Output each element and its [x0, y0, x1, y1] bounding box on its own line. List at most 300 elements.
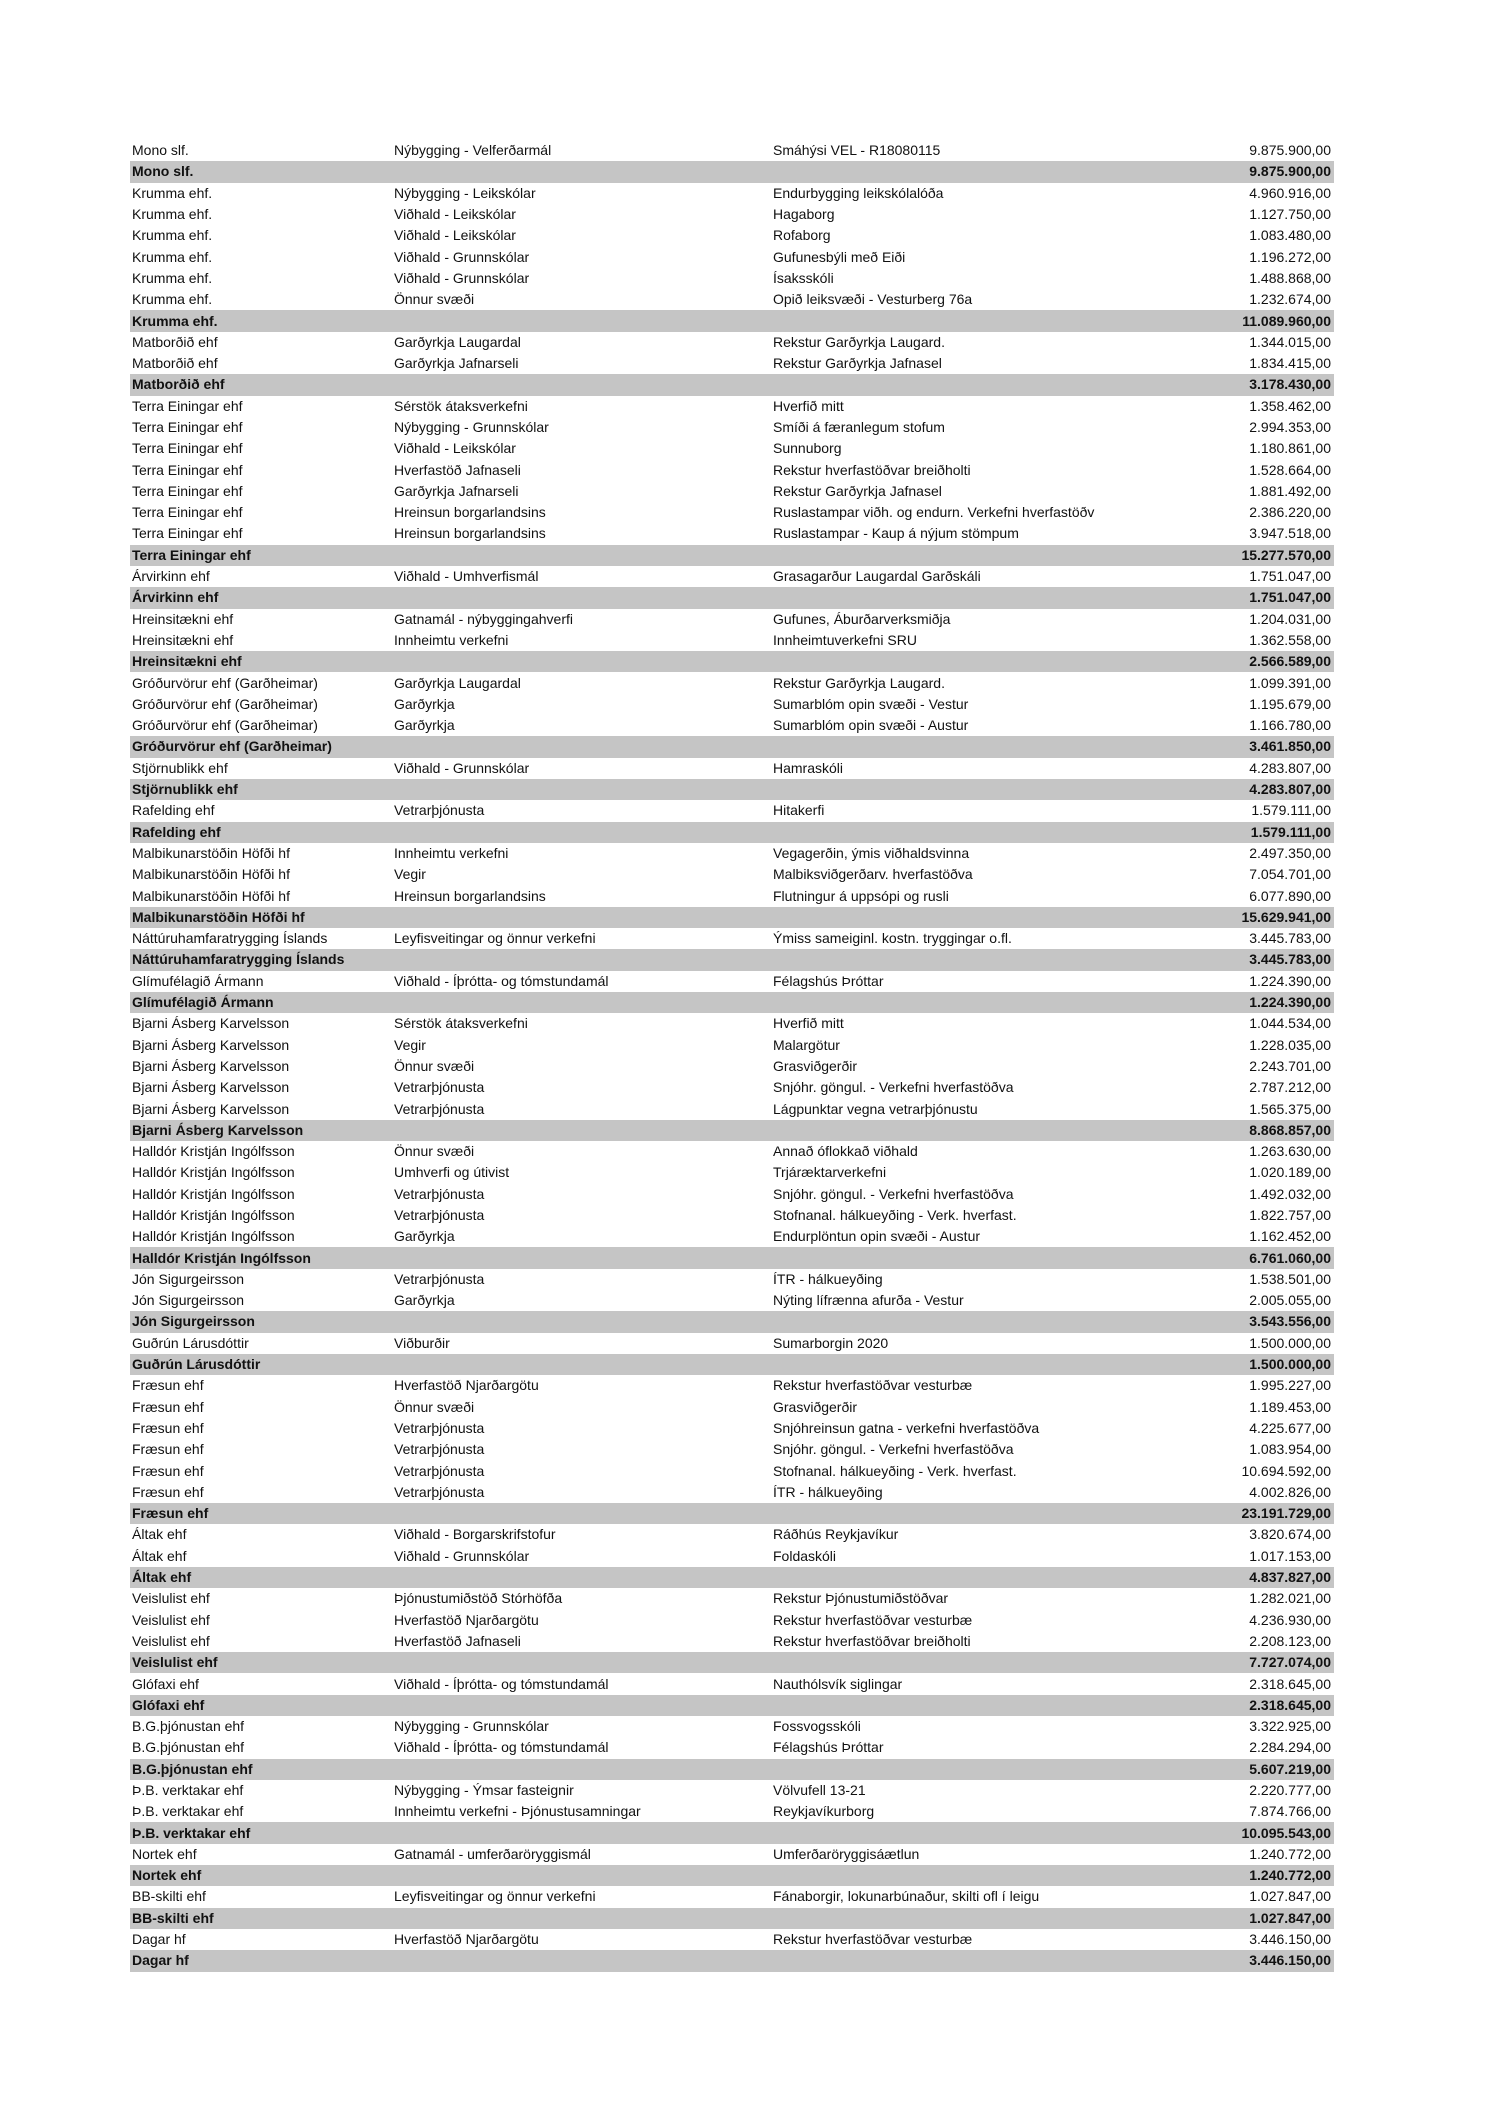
subtotal-row [130, 1247, 1334, 1268]
subtotal-vendor: Malbikunarstöðin Höfði hf [130, 907, 392, 928]
category-cell: Önnur svæði [394, 1057, 475, 1074]
amount-cell: 1.204.031,00 [1249, 610, 1331, 627]
vendor-cell: Terra Einingar ehf [132, 525, 243, 542]
vendor-cell: Þ.B. verktakar ehf [132, 1803, 244, 1820]
category-cell: Viðhald - Íþrótta- og tómstundamál [394, 1675, 609, 1692]
vendor-cell: Fræsun ehf [132, 1419, 204, 1436]
subtotal-vendor: Árvirkinn ehf [130, 587, 392, 608]
table-row [130, 1482, 1334, 1503]
subtotal-vendor: Guðrún Lárusdóttir [130, 1354, 392, 1375]
subtotal-amount: 11.089.960,00 [1184, 310, 1334, 331]
project-cell: Rekstur Þjónustumiðstöðvar [773, 1590, 949, 1607]
subtotal-empty [392, 1695, 771, 1716]
subtotal-row [130, 1759, 1334, 1780]
table-row [130, 268, 1334, 289]
amount-cell: 1.020.189,00 [1249, 1164, 1331, 1181]
amount-cell: 6.077.890,00 [1249, 887, 1331, 904]
subtotal-empty [392, 1759, 771, 1780]
subtotal-amount: 3.445.783,00 [1184, 949, 1334, 970]
amount-cell: 1.834.415,00 [1249, 355, 1331, 372]
subtotal-row [130, 1695, 1334, 1716]
subtotal-empty [392, 1908, 771, 1929]
subtotal-empty [392, 1567, 771, 1588]
subtotal-empty [392, 310, 771, 331]
vendor-cell: Terra Einingar ehf [132, 397, 243, 414]
table-row [130, 1673, 1334, 1694]
project-cell: Hverfið mitt [773, 397, 844, 414]
amount-cell: 1.083.954,00 [1249, 1441, 1331, 1458]
vendor-cell: Árvirkinn ehf [132, 568, 210, 585]
subtotal-empty [392, 1311, 771, 1332]
vendor-cell: Gróðurvörur ehf (Garðheimar) [132, 674, 318, 691]
subtotal-vendor: Náttúruhamfaratrygging Íslands [130, 949, 392, 970]
project-cell: Snjóhr. göngul. - Verkefni hverfastöðva [773, 1185, 1014, 1202]
subtotal-empty [392, 651, 771, 672]
subtotal-empty [771, 1120, 1184, 1141]
subtotal-row [130, 310, 1334, 331]
table-row [130, 672, 1334, 693]
amount-cell: 1.127.750,00 [1249, 206, 1331, 223]
table-row [130, 1588, 1334, 1609]
project-cell: Malbiksviðgerðarv. hverfastöðva [773, 866, 973, 883]
subtotal-amount: 1.500.000,00 [1184, 1354, 1334, 1375]
category-cell: Viðhald - Borgarskrifstofur [394, 1526, 556, 1543]
project-cell: Reykjavíkurborg [773, 1803, 875, 1820]
table-row [130, 1844, 1334, 1865]
subtotal-vendor: BB-skilti ehf [130, 1908, 392, 1929]
table-row [130, 1375, 1334, 1396]
table-row [130, 1524, 1334, 1545]
subtotal-amount: 1.224.390,00 [1184, 992, 1334, 1013]
vendor-cell: Nortek ehf [132, 1845, 197, 1862]
subtotal-empty [771, 1759, 1184, 1780]
amount-cell: 2.005.055,00 [1249, 1292, 1331, 1309]
subtotal-amount: 7.727.074,00 [1184, 1652, 1334, 1673]
vendor-cell: Fræsun ehf [132, 1441, 204, 1458]
project-cell: Endurplöntun opin svæði - Austur [773, 1228, 981, 1245]
subtotal-empty [392, 779, 771, 800]
table-row [130, 183, 1334, 204]
category-cell: Garðyrkja [394, 717, 455, 734]
table-row [130, 204, 1334, 225]
category-cell: Nýbygging - Grunnskólar [394, 419, 549, 435]
subtotal-empty [392, 1503, 771, 1524]
table-row [130, 1418, 1334, 1439]
category-cell: Garðyrkja [394, 1228, 455, 1245]
subtotal-empty [771, 1695, 1184, 1716]
category-cell: Viðhald - Íþrótta- og tómstundamál [394, 1739, 609, 1756]
vendor-cell: Fræsun ehf [132, 1377, 204, 1394]
subtotal-empty [392, 949, 771, 970]
project-cell: Rekstur hverfastöðvar vesturbæ [773, 1931, 973, 1948]
amount-cell: 7.874.766,00 [1249, 1803, 1331, 1820]
project-cell: Fossvogsskóli [773, 1718, 861, 1735]
vendor-cell: Guðrún Lárusdóttir [132, 1334, 249, 1351]
vendor-cell: Hreinsitækni ehf [132, 631, 234, 648]
category-cell: Þjónustumiðstöð Stórhöfða [394, 1590, 563, 1607]
table-row [130, 481, 1334, 502]
table-row [130, 800, 1334, 821]
table-row [130, 1439, 1334, 1460]
table-row [130, 1162, 1334, 1183]
amount-cell: 1.083.480,00 [1249, 227, 1331, 244]
category-cell: Nýbygging - Velferðarmál [394, 142, 552, 159]
vendor-cell: Halldór Kristján Ingólfsson [132, 1143, 295, 1160]
table-row [130, 1056, 1334, 1077]
vendor-cell: Halldór Kristján Ingólfsson [132, 1185, 295, 1202]
table-row [130, 566, 1334, 587]
table-row [130, 758, 1334, 779]
category-cell: Viðburðir [394, 1334, 450, 1351]
table-row [130, 1546, 1334, 1567]
subtotal-amount: 4.283.807,00 [1184, 779, 1334, 800]
project-cell: Sumarblóm opin svæði - Austur [773, 717, 969, 734]
subtotal-empty [771, 1247, 1184, 1268]
project-cell: Stofnanal. hálkueyðing - Verk. hverfast. [773, 1206, 1017, 1223]
subtotal-empty [392, 736, 771, 757]
project-cell: Opið leiksvæði - Vesturberg 76a [773, 291, 973, 308]
vendor-cell: Jón Sigurgeirsson [132, 1292, 245, 1309]
amount-cell: 4.283.807,00 [1249, 759, 1331, 776]
subtotal-vendor: Fræsun ehf [130, 1503, 392, 1524]
amount-cell: 1.751.047,00 [1249, 568, 1331, 585]
project-cell: Sunnuborg [773, 440, 842, 457]
amount-cell: 1.995.227,00 [1249, 1377, 1331, 1394]
category-cell: Vetrarþjónusta [394, 1206, 485, 1223]
vendor-cell: Terra Einingar ehf [132, 482, 243, 499]
project-cell: Fánaborgir, lokunarbúnaður, skilti ofl í leigu [773, 1888, 1040, 1905]
amount-cell: 1.017.153,00 [1249, 1547, 1331, 1564]
project-cell: Snjóhreinsun gatna - verkefni hverfastöðva [773, 1419, 1040, 1436]
table-row [130, 715, 1334, 736]
amount-cell: 1.881.492,00 [1249, 482, 1331, 499]
table-row [130, 1184, 1334, 1205]
category-cell: Viðhald - Grunnskólar [394, 269, 530, 286]
table-row [130, 885, 1334, 906]
project-cell: Nauthólsvík siglingar [773, 1675, 903, 1692]
category-cell: Leyfisveitingar og önnur verkefni [394, 1888, 596, 1905]
table-row [130, 864, 1334, 885]
vendor-cell: BB-skilti ehf [132, 1888, 206, 1905]
amount-cell: 2.220.777,00 [1249, 1782, 1331, 1798]
project-cell: Flutningur á uppsópi og rusli [773, 887, 949, 904]
subtotal-row [130, 374, 1334, 395]
table-row [130, 502, 1334, 523]
amount-cell: 1.027.847,00 [1249, 1888, 1331, 1905]
subtotal-amount: 5.607.219,00 [1184, 1759, 1334, 1780]
amount-cell: 4.225.677,00 [1249, 1419, 1331, 1436]
subtotal-vendor: Mono slf. [130, 161, 392, 182]
vendor-cell: Terra Einingar ehf [132, 419, 243, 435]
subtotal-amount: 1.751.047,00 [1184, 587, 1334, 608]
vendor-cell: Krumma ehf. [132, 269, 213, 286]
subtotal-empty [392, 1247, 771, 1268]
vendor-cell: Gróðurvörur ehf (Garðheimar) [132, 717, 318, 734]
table-row [130, 694, 1334, 715]
subtotal-empty [771, 545, 1184, 566]
project-cell: ÍTR - hálkueyðing [773, 1483, 883, 1500]
subtotal-amount: 8.868.857,00 [1184, 1120, 1334, 1141]
subtotal-vendor: Terra Einingar ehf [130, 545, 392, 566]
category-cell: Garðyrkja [394, 1292, 455, 1309]
project-cell: Hagaborg [773, 206, 835, 223]
subtotal-empty [771, 1567, 1184, 1588]
amount-cell: 2.497.350,00 [1249, 844, 1331, 861]
project-cell: Félagshús Þróttar [773, 972, 884, 989]
amount-cell: 1.492.032,00 [1249, 1185, 1331, 1202]
table-row [130, 1737, 1334, 1758]
subtotal-row [130, 1567, 1334, 1588]
subtotal-vendor: Rafelding ehf [130, 822, 392, 843]
subtotal-empty [771, 1354, 1184, 1375]
project-cell: Rekstur hverfastöðvar breiðholti [773, 1632, 971, 1649]
vendor-cell: Hreinsitækni ehf [132, 610, 234, 627]
category-cell: Vetrarþjónusta [394, 1462, 485, 1479]
subtotal-row [130, 1822, 1334, 1843]
subtotal-vendor: B.G.þjónustan ehf [130, 1759, 392, 1780]
subtotal-row [130, 1311, 1334, 1332]
subtotal-row [130, 1120, 1334, 1141]
vendor-cell: Halldór Kristján Ingólfsson [132, 1206, 295, 1223]
vendor-cell: Bjarni Ásberg Karvelsson [132, 1036, 290, 1053]
project-cell: Rekstur Garðyrkja Laugard. [773, 333, 945, 350]
table-row [130, 1460, 1334, 1481]
subtotal-amount: 15.629.941,00 [1184, 907, 1334, 928]
project-cell: Ísaksskóli [773, 269, 834, 286]
subtotal-empty [771, 1908, 1184, 1929]
amount-cell: 1.240.772,00 [1249, 1845, 1331, 1862]
table-row [130, 1886, 1334, 1907]
table-row [130, 225, 1334, 246]
vendor-cell: Fræsun ehf [132, 1398, 204, 1415]
subtotal-empty [771, 1950, 1184, 1971]
amount-cell: 1.538.501,00 [1249, 1270, 1331, 1287]
project-cell: Nýting lífrænna afurða - Vestur [773, 1292, 964, 1309]
table-row [130, 1716, 1334, 1737]
category-cell: Innheimtu verkefni [394, 631, 509, 648]
project-cell: Rekstur hverfastöðvar breiðholti [773, 461, 971, 478]
project-cell: Lágpunktar vegna vetrarþjónustu [773, 1100, 978, 1117]
subtotal-empty [771, 907, 1184, 928]
category-cell: Nýbygging - Ýmsar fasteignir [394, 1782, 574, 1798]
table-row [130, 1290, 1334, 1311]
amount-cell: 4.960.916,00 [1249, 184, 1331, 201]
project-cell: Trjáræktarverkefni [773, 1164, 887, 1181]
amount-cell: 1.282.021,00 [1249, 1590, 1331, 1607]
amount-cell: 1.500.000,00 [1249, 1334, 1331, 1351]
subtotal-empty [392, 1822, 771, 1843]
vendor-cell: Terra Einingar ehf [132, 461, 243, 478]
project-cell: Snjóhr. göngul. - Verkefni hverfastöðva [773, 1079, 1014, 1096]
amount-cell: 1.196.272,00 [1249, 248, 1331, 265]
subtotal-amount: 4.837.827,00 [1184, 1567, 1334, 1588]
category-cell: Hreinsun borgarlandsins [394, 504, 546, 521]
amount-cell: 1.358.462,00 [1249, 397, 1331, 414]
amount-cell: 9.875.900,00 [1249, 142, 1331, 159]
vendor-cell: Gróðurvörur ehf (Garðheimar) [132, 695, 318, 712]
category-cell: Vegir [394, 866, 426, 883]
subtotal-row [130, 949, 1334, 970]
subtotal-vendor: Glímufélagið Ármann [130, 992, 392, 1013]
subtotal-empty [771, 822, 1184, 843]
subtotal-row [130, 1354, 1334, 1375]
project-cell: Grasviðgerðir [773, 1398, 858, 1415]
table-row [130, 1077, 1334, 1098]
project-cell: Hverfið mitt [773, 1015, 844, 1032]
subtotal-amount: 15.277.570,00 [1184, 545, 1334, 566]
amount-cell: 1.099.391,00 [1249, 674, 1331, 691]
category-cell: Viðhald - Grunnskólar [394, 248, 530, 265]
table-row [130, 1631, 1334, 1652]
amount-cell: 2.994.353,00 [1249, 419, 1331, 435]
subtotal-row [130, 907, 1334, 928]
subtotal-empty [771, 310, 1184, 331]
category-cell: Sérstök átaksverkefni [394, 1015, 528, 1032]
subtotal-empty [771, 779, 1184, 800]
vendor-cell: Malbikunarstöðin Höfði hf [132, 866, 290, 883]
project-cell: Sumarblóm opin svæði - Vestur [773, 695, 969, 712]
vendor-cell: Veislulist ehf [132, 1611, 210, 1628]
amount-cell: 1.166.780,00 [1249, 717, 1331, 734]
category-cell: Vetrarþjónusta [394, 1185, 485, 1202]
subtotal-vendor: Jón Sigurgeirsson [130, 1311, 392, 1332]
table-row [130, 459, 1334, 480]
table-row [130, 928, 1334, 949]
category-cell: Vetrarþjónusta [394, 1079, 485, 1096]
category-cell: Garðyrkja Laugardal [394, 674, 521, 691]
subtotal-amount: 3.543.556,00 [1184, 1311, 1334, 1332]
subtotal-empty [392, 545, 771, 566]
table-row [130, 438, 1334, 459]
vendor-cell: Halldór Kristján Ingólfsson [132, 1164, 295, 1181]
category-cell: Innheimtu verkefni [394, 844, 509, 861]
category-cell: Önnur svæði [394, 1398, 475, 1415]
amount-cell: 1.195.679,00 [1249, 695, 1331, 712]
subtotal-empty [771, 1503, 1184, 1524]
category-cell: Vetrarþjónusta [394, 1441, 485, 1458]
project-cell: Rekstur hverfastöðvar vesturbæ [773, 1611, 973, 1628]
vendor-cell: Mono slf. [132, 142, 189, 159]
vendor-cell: Þ.B. verktakar ehf [132, 1782, 244, 1798]
amount-cell: 1.488.868,00 [1249, 269, 1331, 286]
category-cell: Gatnamál - umferðaröryggismál [394, 1845, 591, 1862]
subtotal-empty [392, 1120, 771, 1141]
table-row [130, 1205, 1334, 1226]
vendor-cell: Veislulist ehf [132, 1590, 210, 1607]
amount-cell: 1.565.375,00 [1249, 1100, 1331, 1117]
project-cell: Sumarborgin 2020 [773, 1334, 889, 1351]
amount-cell: 1.189.453,00 [1249, 1398, 1331, 1415]
project-cell: ÍTR - hálkueyðing [773, 1270, 883, 1287]
project-cell: Grasviðgerðir [773, 1057, 858, 1074]
vendor-cell: Glófaxi ehf [132, 1675, 199, 1692]
category-cell: Vetrarþjónusta [394, 802, 485, 819]
subtotal-row [130, 1865, 1334, 1886]
table-row [130, 289, 1334, 310]
vendor-cell: Náttúruhamfaratrygging Íslands [132, 930, 328, 947]
subtotal-empty [771, 1822, 1184, 1843]
subtotal-vendor: Veislulist ehf [130, 1652, 392, 1673]
category-cell: Hreinsun borgarlandsins [394, 887, 546, 904]
amount-cell: 1.528.664,00 [1249, 461, 1331, 478]
subtotal-amount: 6.761.060,00 [1184, 1247, 1334, 1268]
subtotal-vendor: Dagar hf [130, 1950, 392, 1971]
subtotal-vendor: Halldór Kristján Ingólfsson [130, 1247, 392, 1268]
subtotal-vendor: Nortek ehf [130, 1865, 392, 1886]
vendor-cell: Krumma ehf. [132, 291, 213, 308]
category-cell: Vetrarþjónusta [394, 1483, 485, 1500]
category-cell: Gatnamál - nýbyggingahverfi [394, 610, 573, 627]
project-cell: Grasagarður Laugardal Garðskáli [773, 568, 981, 585]
amount-cell: 1.224.390,00 [1249, 972, 1331, 989]
category-cell: Viðhald - Grunnskólar [394, 1547, 530, 1564]
subtotal-empty [771, 736, 1184, 757]
table-row [130, 1929, 1334, 1950]
amount-cell: 3.322.925,00 [1249, 1718, 1331, 1735]
subtotal-empty [771, 1311, 1184, 1332]
subtotal-vendor: Þ.B. verktakar ehf [130, 1822, 392, 1843]
vendor-cell: Krumma ehf. [132, 248, 213, 265]
category-cell: Vetrarþjónusta [394, 1270, 485, 1287]
vendor-cell: Halldór Kristján Ingólfsson [132, 1228, 295, 1245]
category-cell: Hverfastöð Jafnaseli [394, 461, 521, 478]
subtotal-amount: 10.095.543,00 [1184, 1822, 1334, 1843]
subtotal-empty [392, 1950, 771, 1971]
table-row [130, 1226, 1334, 1247]
amount-cell: 3.445.783,00 [1249, 930, 1331, 947]
table-row [130, 630, 1334, 651]
subtotal-empty [392, 374, 771, 395]
amount-cell: 1.362.558,00 [1249, 631, 1331, 648]
category-cell: Vetrarþjónusta [394, 1100, 485, 1117]
vendor-cell: Bjarni Ásberg Karvelsson [132, 1100, 290, 1117]
subtotal-amount: 9.875.900,00 [1184, 161, 1334, 182]
subtotal-amount: 1.027.847,00 [1184, 1908, 1334, 1929]
amount-cell: 2.208.123,00 [1249, 1632, 1331, 1649]
subtotal-vendor: Áltak ehf [130, 1567, 392, 1588]
table-row [130, 1141, 1334, 1162]
vendor-cell: Malbikunarstöðin Höfði hf [132, 887, 290, 904]
subtotal-empty [392, 907, 771, 928]
project-cell: Félagshús Þróttar [773, 1739, 884, 1756]
subtotal-empty [392, 822, 771, 843]
category-cell: Viðhald - Umhverfismál [394, 568, 539, 585]
category-cell: Garðyrkja Jafnarseli [394, 482, 519, 499]
project-cell: Rekstur Garðyrkja Jafnasel [773, 355, 942, 372]
amount-cell: 1.180.861,00 [1249, 440, 1331, 457]
project-cell: Stofnanal. hálkueyðing - Verk. hverfast. [773, 1462, 1017, 1479]
subtotal-empty [392, 1865, 771, 1886]
project-cell: Hamraskóli [773, 759, 844, 776]
subtotal-empty [392, 587, 771, 608]
amount-cell: 1.263.630,00 [1249, 1143, 1331, 1160]
subtotal-row [130, 1950, 1334, 1971]
vendor-cell: Jón Sigurgeirsson [132, 1270, 245, 1287]
payments-ledger-table [130, 140, 1334, 1972]
project-cell: Ruslastampar - Kaup á nýjum stömpum [773, 525, 1019, 542]
vendor-cell: Veislulist ehf [132, 1632, 210, 1649]
subtotal-row [130, 992, 1334, 1013]
subtotal-row [130, 587, 1334, 608]
subtotal-row [130, 779, 1334, 800]
category-cell: Hverfastöð Jafnaseli [394, 1632, 521, 1649]
vendor-cell: Fræsun ehf [132, 1462, 204, 1479]
subtotal-row [130, 736, 1334, 757]
project-cell: Vegagerðin, ýmis viðhaldsvinna [773, 844, 970, 861]
category-cell: Vetrarþjónusta [394, 1419, 485, 1436]
subtotal-vendor: Stjörnublikk ehf [130, 779, 392, 800]
subtotal-amount: 2.318.645,00 [1184, 1695, 1334, 1716]
